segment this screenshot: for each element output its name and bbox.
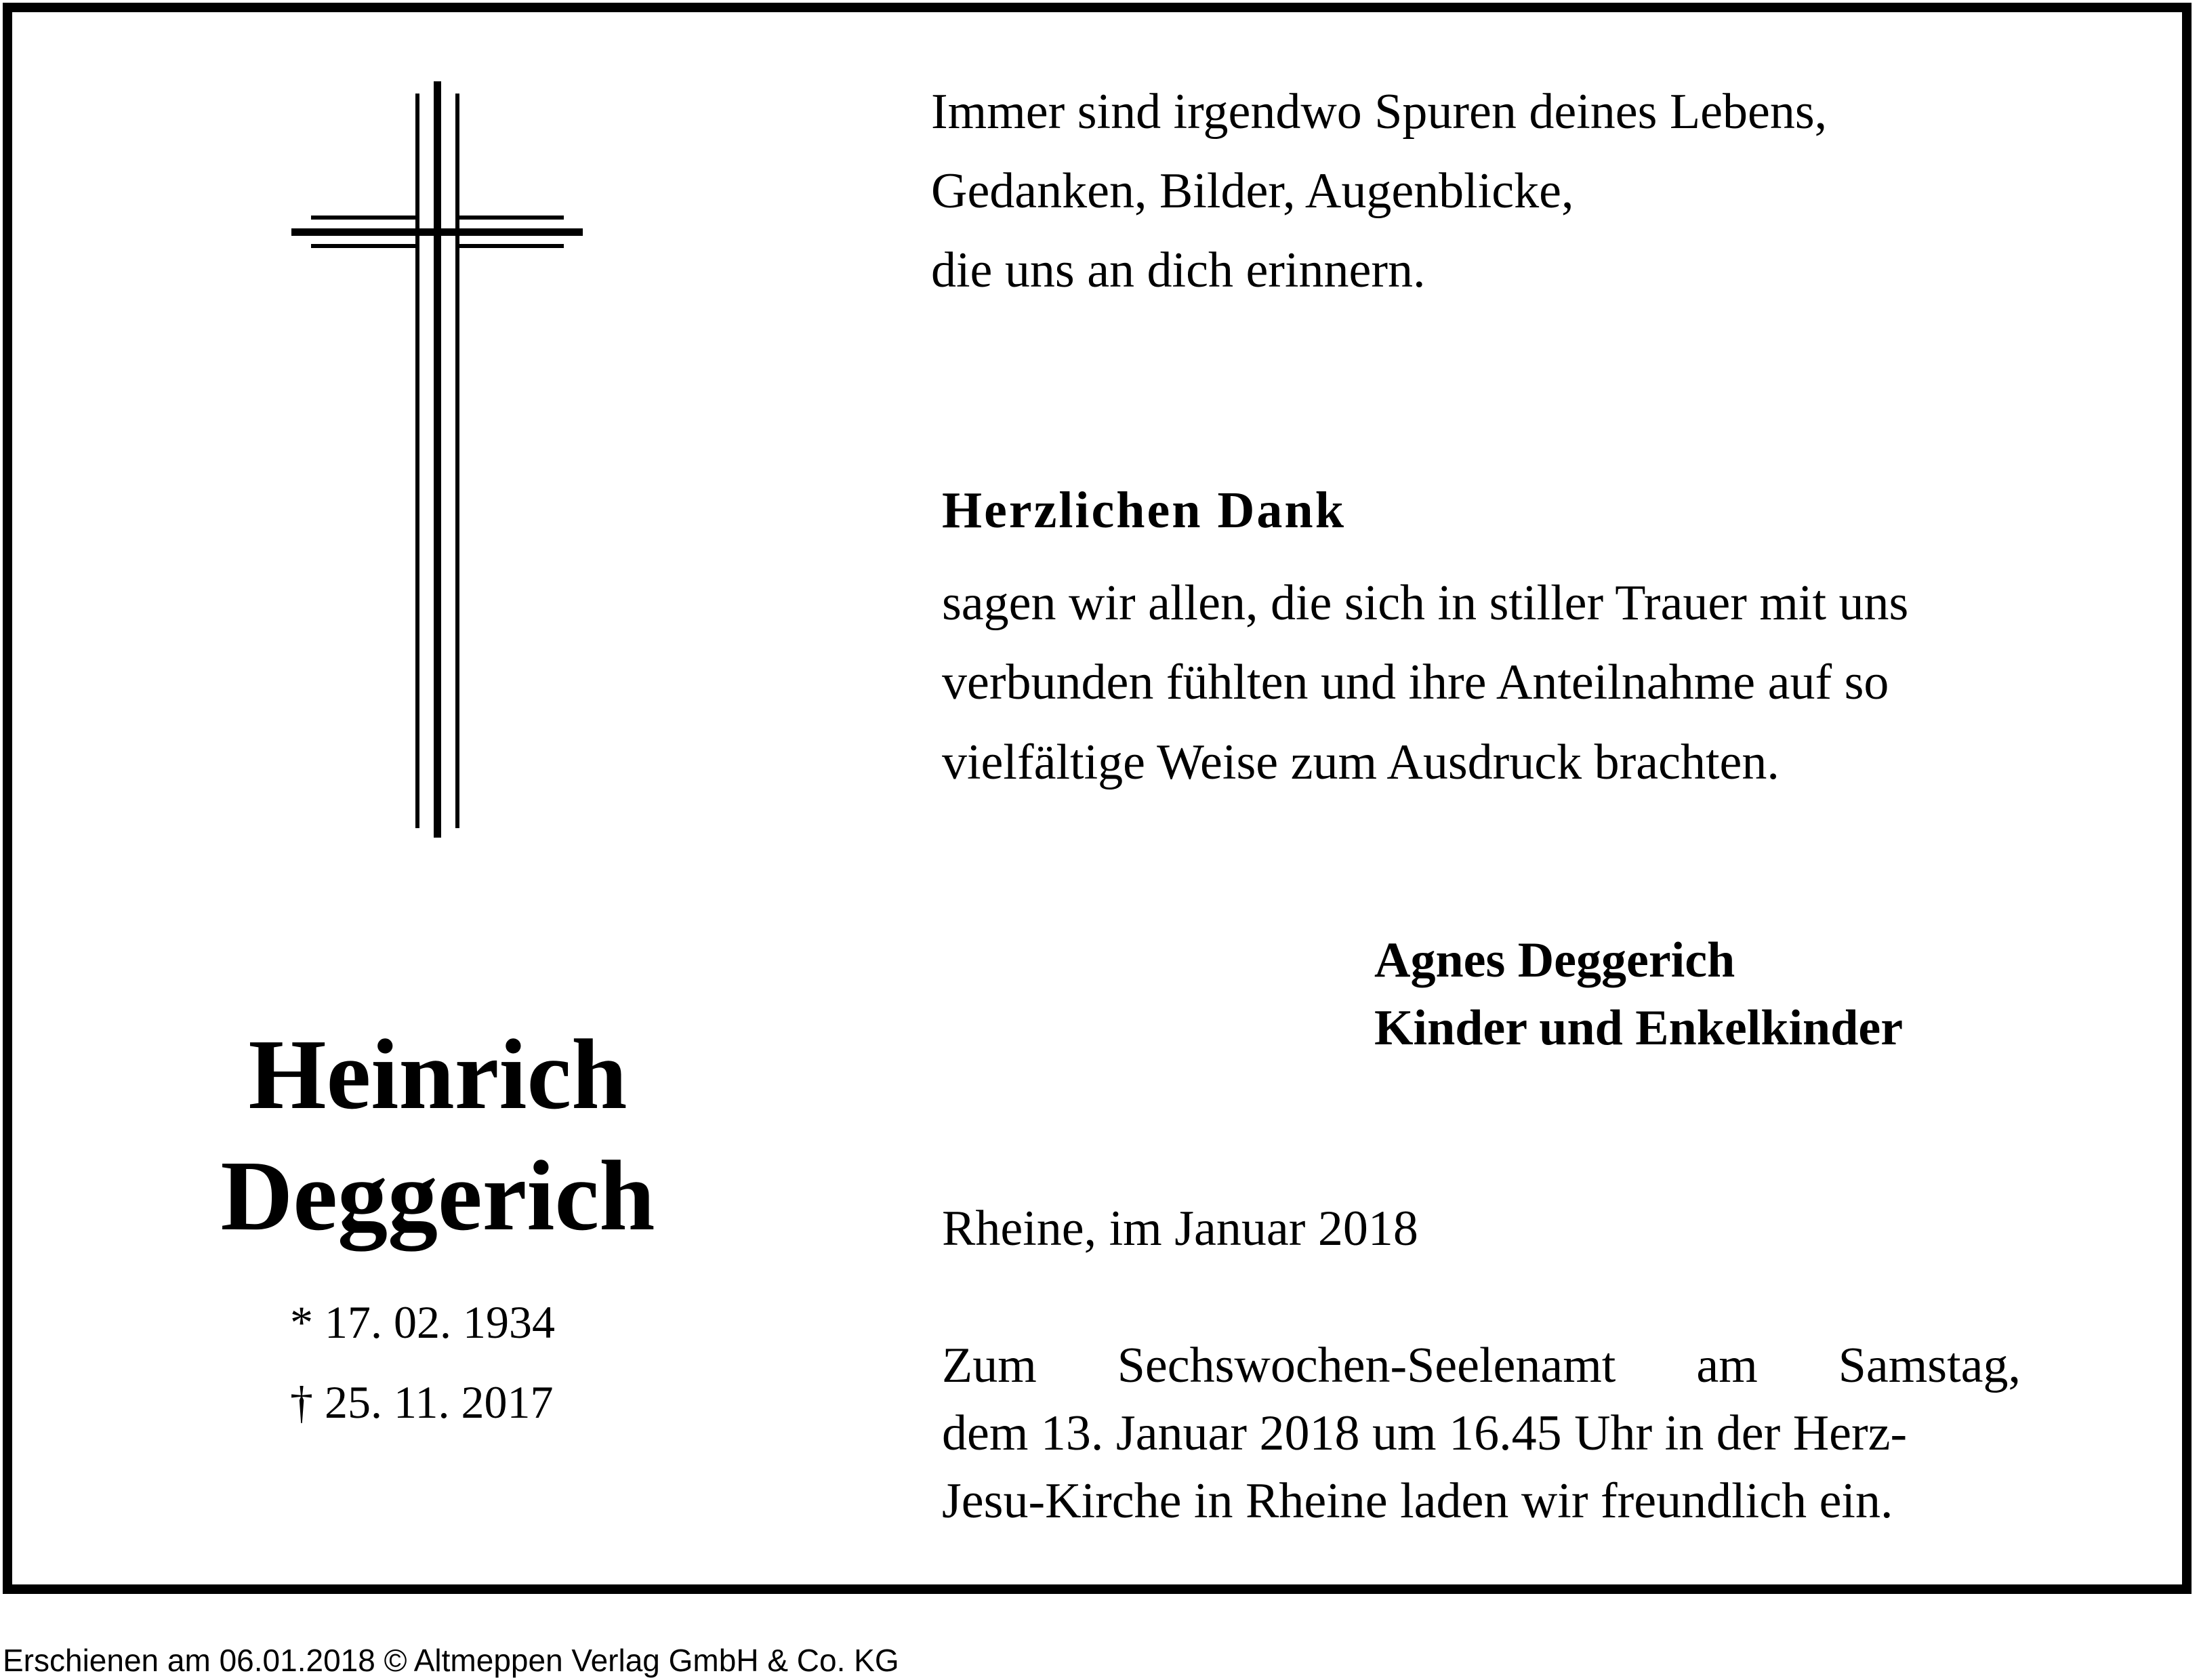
- invitation-line-3: Jesu-Kirche in Rheine laden wir freundlich ein.: [942, 1473, 1893, 1529]
- thanks-line-2: verbunden fühlten und ihre Anteilnahme auf so: [942, 655, 1889, 710]
- place-date: Rheine, im Januar 2018: [942, 1201, 1418, 1256]
- invitation-line-2: dem 13. Januar 2018 um 16.45 Uhr in der Herz-: [942, 1406, 1908, 1461]
- signer-name: Agnes Deggerich: [1374, 933, 1735, 988]
- thanks-heading: Herzlichen Dank: [942, 482, 1346, 539]
- signer-family: Kinder und Enkelkinder: [1374, 1000, 1904, 1056]
- quote-line-1: Immer sind irgendwo Spuren deines Lebens,: [931, 84, 1828, 140]
- quote-line-2: Gedanken, Bilder, Augenblicke,: [931, 163, 1574, 219]
- deceased-first-name: Heinrich: [248, 1019, 628, 1130]
- quote-line-3: die uns an dich erinnern.: [931, 243, 1426, 298]
- thanks-line-3: vielfältige Weise zum Ausdruck brachten.: [942, 735, 1780, 790]
- death-date: † 25. 11. 2017: [290, 1376, 554, 1428]
- thanks-line-1: sagen wir allen, die sich in stiller Trauer mit uns: [942, 575, 1909, 631]
- birth-date: * 17. 02. 1934: [290, 1296, 555, 1348]
- deceased-last-name: Deggerich: [220, 1141, 655, 1252]
- cross-icon: [291, 81, 583, 840]
- invitation-line-1: Zum Sechswochen-Seelenamt am Samstag,: [942, 1338, 2021, 1393]
- invitation-text: [942, 1332, 2021, 1535]
- publication-credit: Erschienen am 06.01.2018 © Altmeppen Verlag GmbH & Co. KG: [3, 1643, 899, 1678]
